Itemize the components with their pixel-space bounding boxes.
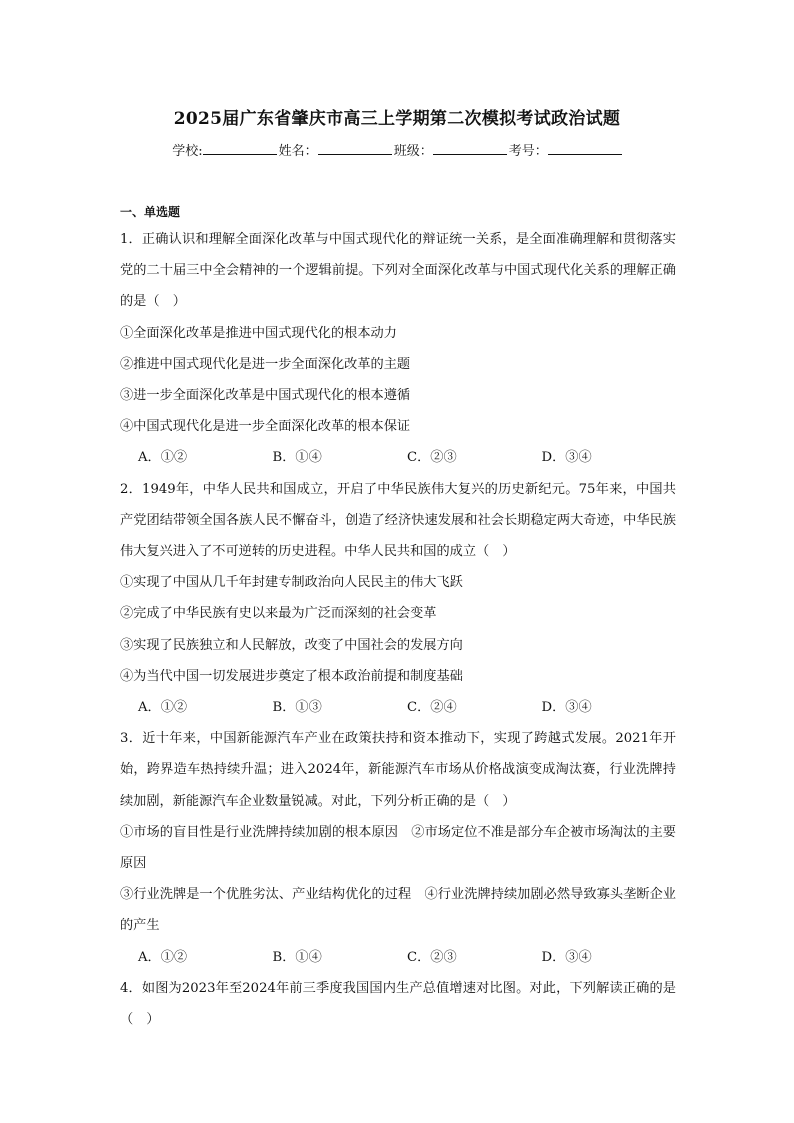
school-blank — [203, 141, 277, 155]
option-b[interactable]: B．①③ — [272, 700, 322, 716]
question-stem: 1．正确认识和理解全面深化改革与中国式现代化的辩证统一关系，是全面准确理解和贯彻落实党的二十届三中全会精神的一个逻辑前提。下列对全面深化改革与中国式现代化关系的理解正确的是（ ） — [120, 232, 676, 310]
question-stem: 4．如图为2023年至2024年前三季度我国国内生产总值增速对比图。对此，下列解读正确的是（ ） — [120, 980, 676, 1028]
exam-title: 2025届广东省肇庆市高三上学期第二次模拟考试政治试题 — [173, 109, 621, 129]
question-2 — [120, 474, 676, 724]
answer-options — [120, 442, 676, 473]
question-1 — [120, 224, 676, 474]
class-blank — [433, 141, 507, 155]
option-a[interactable]: A．①② — [138, 700, 188, 716]
statement: ④中国式现代化是进一步全面深化改革的根本保证 — [120, 419, 411, 435]
name-label: 姓名： — [278, 144, 318, 159]
name-blank — [318, 141, 392, 155]
statement: ③行业洗牌是一个优胜劣汰、产业结构优化的过程 ④行业洗牌持续加剧必然导致寡头垄断企业的产生 — [120, 887, 676, 934]
option-d[interactable]: D．③④ — [541, 450, 592, 466]
statement: ①实现了中国从几千年封建专制政治向人民民主的伟大飞跃 — [120, 575, 463, 591]
question-4 — [120, 973, 676, 1035]
statement: ③进一步全面深化改革是中国式现代化的根本遵循 — [120, 388, 411, 404]
question-3 — [120, 723, 676, 973]
school-label: 学校: — [172, 144, 203, 159]
answer-options — [120, 692, 676, 723]
statement: ②完成了中华民族有史以来最为广泛而深刻的社会变革 — [120, 606, 437, 622]
option-a[interactable]: A．①② — [138, 949, 188, 965]
exam-number-label: 考号： — [508, 144, 548, 159]
answer-options — [120, 942, 676, 973]
statement: ①市场的盲目性是行业洗牌持续加剧的根本原因 ②市场定位不准是部分车企被市场淘汰的主要原因 — [120, 824, 676, 872]
section-title: 一、单选题 — [120, 205, 181, 219]
option-b[interactable]: B．①④ — [272, 949, 322, 965]
option-a[interactable]: A．①② — [138, 450, 188, 466]
option-b[interactable]: B．①④ — [272, 450, 322, 466]
option-c[interactable]: C．②③ — [407, 949, 457, 965]
option-c[interactable]: C．②③ — [407, 450, 457, 466]
statement: ①全面深化改革是推进中国式现代化的根本动力 — [120, 325, 397, 341]
class-label: 班级： — [393, 144, 433, 159]
question-stem: 2．1949年，中华人民共和国成立，开启了中华民族伟大复兴的历史新纪元。75年来，中国共产党团结带领全国各族人民不懈奋斗，创造了经济快速发展和社会长期稳定两大奇迹，中华民族伟大复兴进入了不可逆转的历史进程。中华人民共和国的成立（ ） — [120, 481, 676, 560]
option-d[interactable]: D．③④ — [541, 949, 592, 965]
student-info-line — [0, 140, 794, 159]
exam-content — [120, 202, 676, 1035]
statement: ②推进中国式现代化是进一步全面深化改革的主题 — [120, 356, 411, 372]
option-c[interactable]: C．②④ — [407, 700, 457, 716]
statement: ④为当代中国一切发展进步奠定了根本政治前提和制度基础 — [120, 668, 463, 684]
exam-number-blank — [548, 141, 622, 155]
question-stem: 3．近十年来，中国新能源汽车产业在政策扶持和资本推动下，实现了跨越式发展。2021年开始，跨界造车热持续升温；进入2024年，新能源汽车市场从价格战演变成淘汰赛，行业洗牌持续加剧，新能源汽车企业数量锐减。对此，下列分析正确的是（ ） — [120, 731, 676, 809]
statement: ③实现了民族独立和人民解放，改变了中国社会的发展方向 — [120, 637, 463, 653]
option-d[interactable]: D．③④ — [541, 700, 592, 716]
